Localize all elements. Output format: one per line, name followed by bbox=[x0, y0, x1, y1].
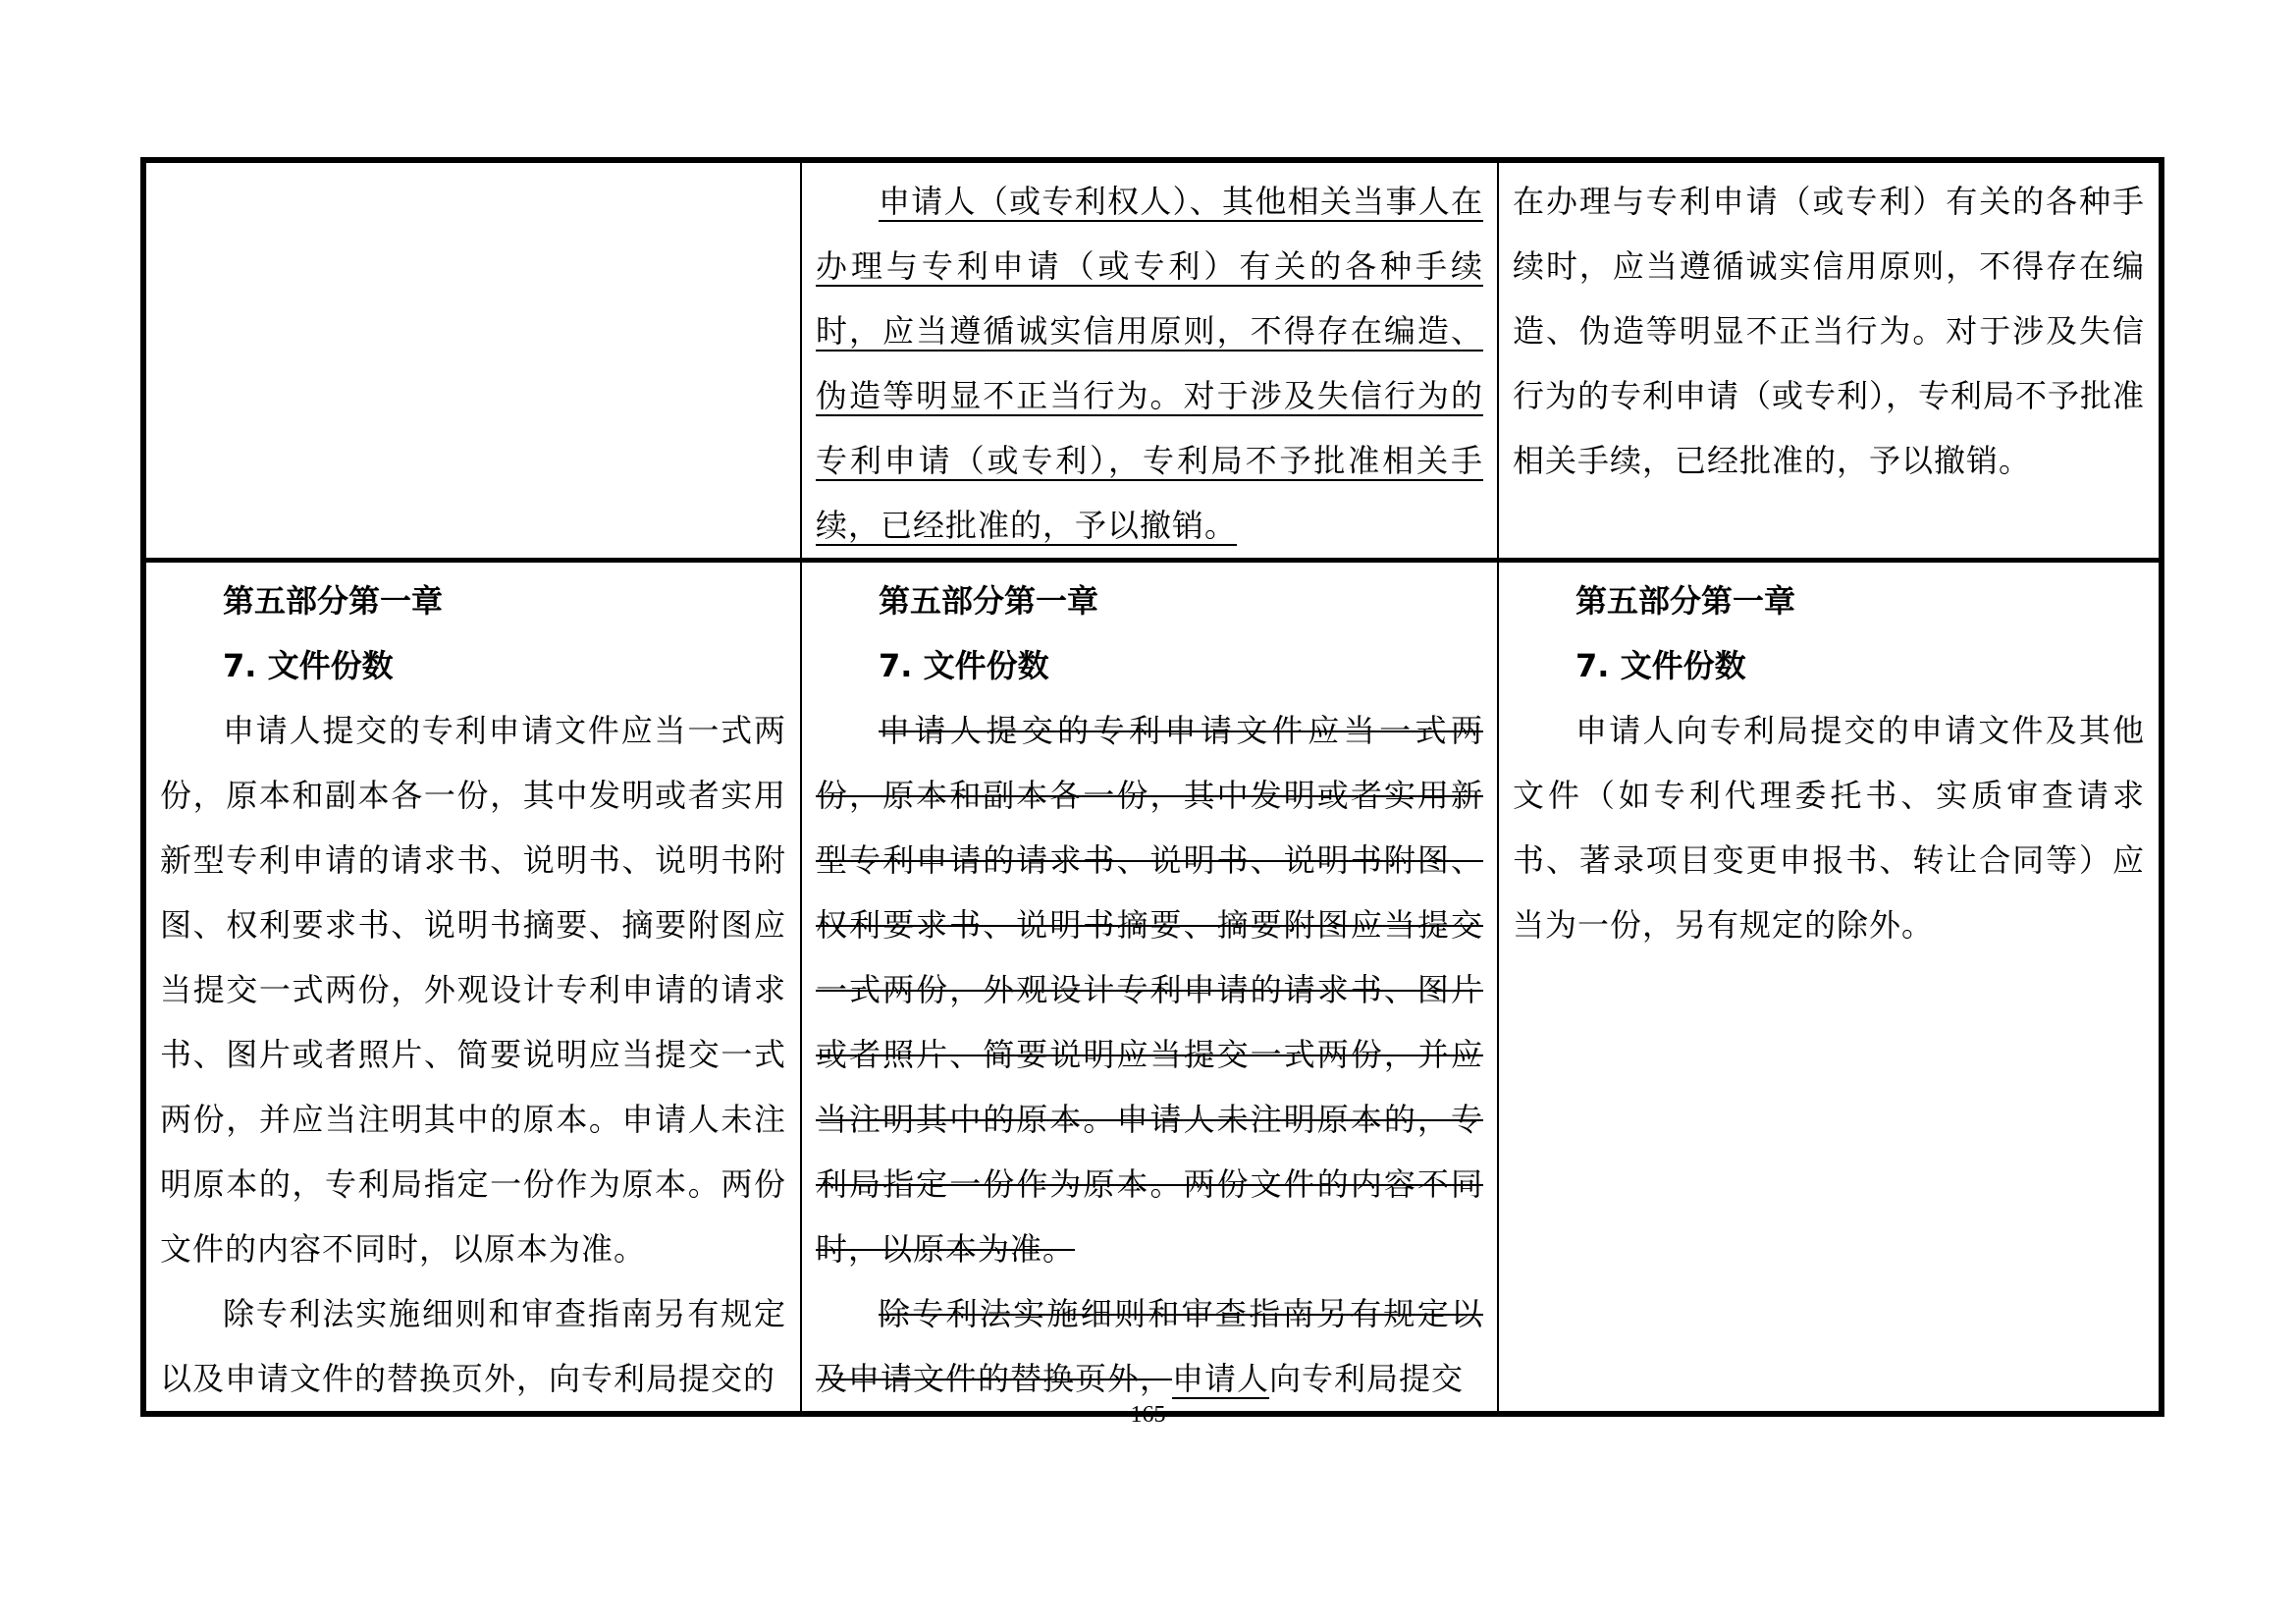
comparison-table bbox=[140, 157, 2164, 1417]
section-heading: 7. 文件份数 bbox=[223, 647, 394, 684]
inserted-paragraph bbox=[816, 169, 1483, 558]
revised-markup-cell bbox=[801, 160, 1498, 561]
original-paragraph: 申请人提交的专利申请文件应当一式两份，原本和副本各一份，其中发明或者实用新型专利申请的请求书、说明书、说明书附图、权利要求书、说明书摘要、摘要附图应当提交一式两份，外观设计专利申请的请求书、图片或者照片、简要说明应当提交一式两份，并应当注明其中的原本。申请人未注明原本的，专利局指定一份作为原本。两份文件的内容不同时，以原本为准。 bbox=[160, 712, 786, 1268]
page-number: 165 bbox=[1130, 1402, 1166, 1428]
part-chapter-heading: 第五部分第一章 bbox=[879, 582, 1099, 620]
section-heading: 7. 文件份数 bbox=[1575, 647, 1746, 684]
revised-clean-cell bbox=[1498, 561, 2162, 1415]
clean-paragraph: 在办理与专利申请（或专利）有关的各种手续时，应当遵循诚实信用原则，不得存在编造、伪造等明显不正当行为。对于涉及失信行为的专利申请（或专利），专利局不予批准相关手续，已经批准的，予以撤销。 bbox=[1513, 183, 2146, 479]
deleted-paragraph bbox=[816, 698, 1483, 1281]
revised-markup-cell bbox=[801, 561, 1498, 1415]
original-text-cell bbox=[143, 561, 801, 1415]
section-heading: 7. 文件份数 bbox=[879, 647, 1049, 684]
original-text-cell bbox=[143, 160, 801, 561]
plain-text: 向专利局提交 bbox=[1269, 1360, 1465, 1397]
clean-paragraph: 申请人向专利局提交的申请文件及其他文件（如专利代理委托书、实质审查请求书、著录项目变更申报书、转让合同等）应当为一份，另有规定的除外。 bbox=[1513, 712, 2145, 944]
revised-clean-cell bbox=[1498, 160, 2162, 561]
table-row bbox=[143, 561, 2162, 1415]
mixed-paragraph bbox=[816, 1281, 1483, 1411]
inserted-text: 申请人 bbox=[1172, 1360, 1270, 1397]
original-paragraph: 除专利法实施细则和审查指南另有规定以及申请文件的替换页外，向专利局提交的 bbox=[160, 1295, 786, 1397]
deleted-text: 申请人提交的专利申请文件应当一式两份，原本和副本各一份，其中发明或者实用新型专利申请的请求书、说明书、说明书附图、权利要求书、说明书摘要、摘要附图应当提交一式两份，外观设计专利申请的请求书、图片或者照片、简要说明应当提交一式两份，并应当注明其中的原本。申请人未注明原本的，专利局指定一份作为原本。两份文件的内容不同时，以原本为准。 bbox=[816, 712, 1483, 1268]
inserted-text: 申请人（或专利权人）、其他相关当事人在办理与专利申请（或专利）有关的各种手续时，应当遵循诚实信用原则，不得存在编造、伪造等明显不正当行为。对于涉及失信行为的专利申请（或专利），专利局不予批准相关手续，已经批准的，予以撤销。 bbox=[816, 183, 1483, 544]
part-chapter-heading: 第五部分第一章 bbox=[223, 582, 444, 620]
deleted-text: 除专利法实施细则和审查指南另有规定以及申请文件的替换页外， bbox=[816, 1295, 1483, 1397]
part-chapter-heading: 第五部分第一章 bbox=[1575, 582, 1796, 620]
table-row bbox=[143, 160, 2162, 561]
